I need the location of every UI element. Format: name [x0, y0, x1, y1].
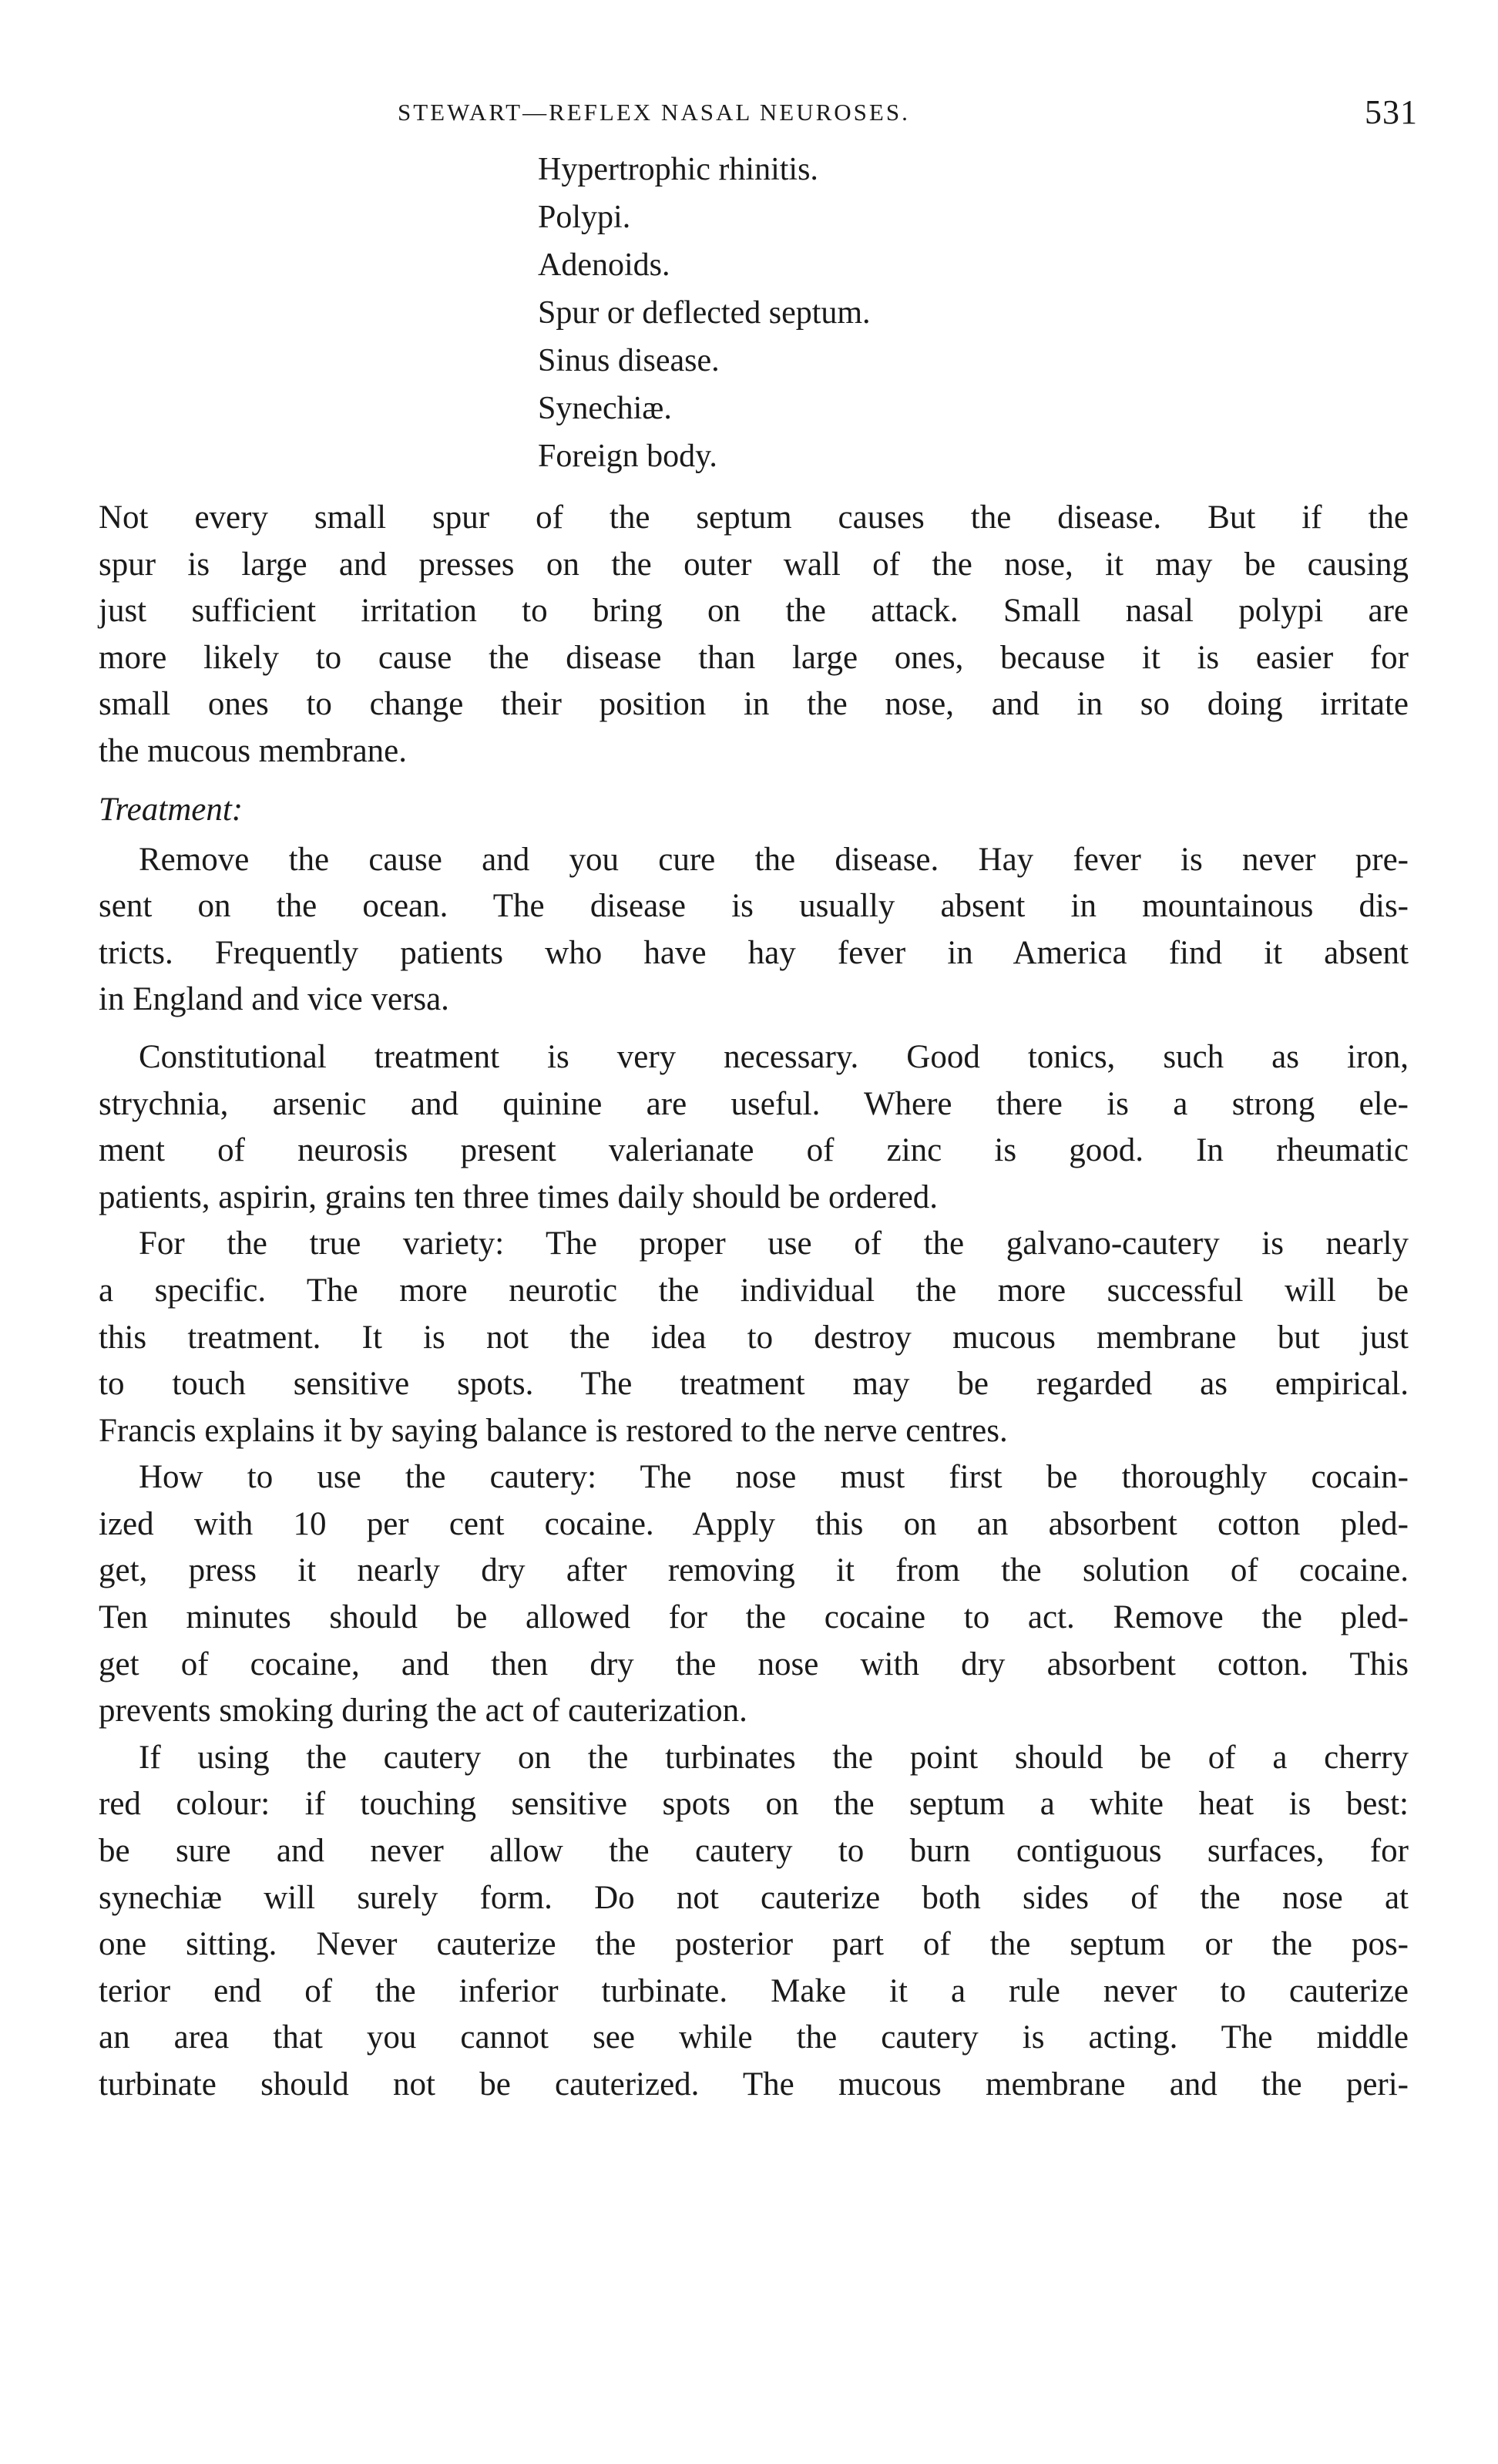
text-line: Constitutional treatment is very necessary. Good tonics, such as iron,	[139, 1038, 1409, 1075]
text-line: one sitting. Never cauterize the posterior part of the septum or the pos-	[99, 1926, 1409, 1963]
text-line: small ones to change their position in the nose, and in so doing irritate	[99, 686, 1409, 723]
text-line: a specific. The more neurotic the individual the more successful will be	[99, 1272, 1409, 1309]
text-line: an area that you cannot see while the cautery is acting. The middle	[99, 2019, 1409, 2056]
list-item: Hypertrophic rhinitis.	[538, 152, 818, 187]
book-page	[99, 92, 1418, 2109]
text-line: red colour: if touching sensitive spots on the septum a white heat is best:	[99, 1786, 1409, 1823]
text-line: prevents smoking during the act of cauterization.	[99, 1693, 747, 1730]
text-line: For the true variety: The proper use of the galvano-cautery is nearly	[139, 1225, 1409, 1262]
text-line: patients, aspirin, grains ten three times daily should be ordered.	[99, 1178, 939, 1215]
text-line: Francis explains it by saying balance is restored to the nerve centres.	[99, 1412, 1008, 1449]
section-heading-treatment: Treatment:	[99, 791, 244, 828]
text-line: sent on the ocean. The disease is usually absent in mountainous dis-	[99, 888, 1409, 925]
list-item: Foreign body.	[538, 439, 717, 474]
running-title: STEWART—REFLEX NASAL NEUROSES.	[398, 99, 910, 126]
list-item: Adenoids.	[538, 247, 670, 283]
text-line: Remove the cause and you cure the disease. Hay fever is never pre-	[139, 841, 1409, 878]
running-header	[99, 92, 1418, 146]
text-line: tricts. Frequently patients who have hay fever in America find it absent	[99, 934, 1409, 971]
text-line: the mucous membrane.	[99, 732, 408, 769]
paragraph-remove-cause	[99, 837, 1409, 1024]
paragraph-how-to-use	[99, 1454, 1409, 1735]
text-line: get of cocaine, and then dry the nose with dry absorbent cotton. This	[99, 1645, 1409, 1682]
list-item: Sinus disease.	[538, 343, 720, 378]
text-line: ized with 10 per cent cocaine. Apply this on an absorbent cotton pled-	[99, 1505, 1409, 1542]
text-line: spur is large and presses on the outer wall of the nose, it may be causing	[99, 546, 1409, 583]
text-line: turbinate should not be cauterized. The mucous membrane and the peri-	[99, 2066, 1409, 2103]
list-item: Synechiæ.	[538, 391, 672, 426]
text-line: just sufficient irritation to bring on the attack. Small nasal polypi are	[99, 593, 1409, 630]
paragraph-spur	[99, 495, 1409, 775]
list-item: Polypi.	[538, 200, 631, 235]
text-line: How to use the cautery: The nose must first be thoroughly cocain-	[139, 1459, 1409, 1496]
text-line: get, press it nearly dry after removing it from the solution of cocaine.	[99, 1552, 1409, 1589]
paragraph-turbinates	[99, 1735, 1409, 2109]
page-number: 531	[1365, 93, 1418, 131]
text-line: synechiæ will surely form. Do not cauterize both sides of the nose at	[99, 1879, 1409, 1916]
text-line: more likely to cause the disease than large ones, because it is easier for	[99, 639, 1409, 676]
paragraph-true-variety	[99, 1221, 1409, 1454]
text-line: strychnia, arsenic and quinine are useful. Where there is a strong ele-	[99, 1085, 1409, 1122]
body-text	[99, 495, 1409, 2109]
text-line: Ten minutes should be allowed for the cocaine to act. Remove the pled-	[99, 1599, 1409, 1636]
text-line: terior end of the inferior turbinate. Make it a rule never to cauterize	[99, 1972, 1409, 2009]
causes-list	[538, 146, 1409, 481]
text-line: Not every small spur of the septum causes the disease. But if the	[99, 499, 1409, 536]
text-line: be sure and never allow the cautery to burn contiguous surfaces, for	[99, 1833, 1409, 1870]
text-line: ment of neurosis present valerianate of zinc is good. In rheumatic	[99, 1132, 1409, 1169]
text-line: in England and vice versa.	[99, 981, 449, 1018]
text-line: If using the cautery on the turbinates the point should be of a cherry	[139, 1739, 1409, 1776]
list-item: Spur or deflected septum.	[538, 295, 871, 331]
text-line: this treatment. It is not the idea to destroy mucous membrane but just	[99, 1319, 1409, 1356]
text-line: to touch sensitive spots. The treatment may be regarded as empirical.	[99, 1366, 1409, 1403]
paragraph-constitutional	[99, 1034, 1409, 1221]
